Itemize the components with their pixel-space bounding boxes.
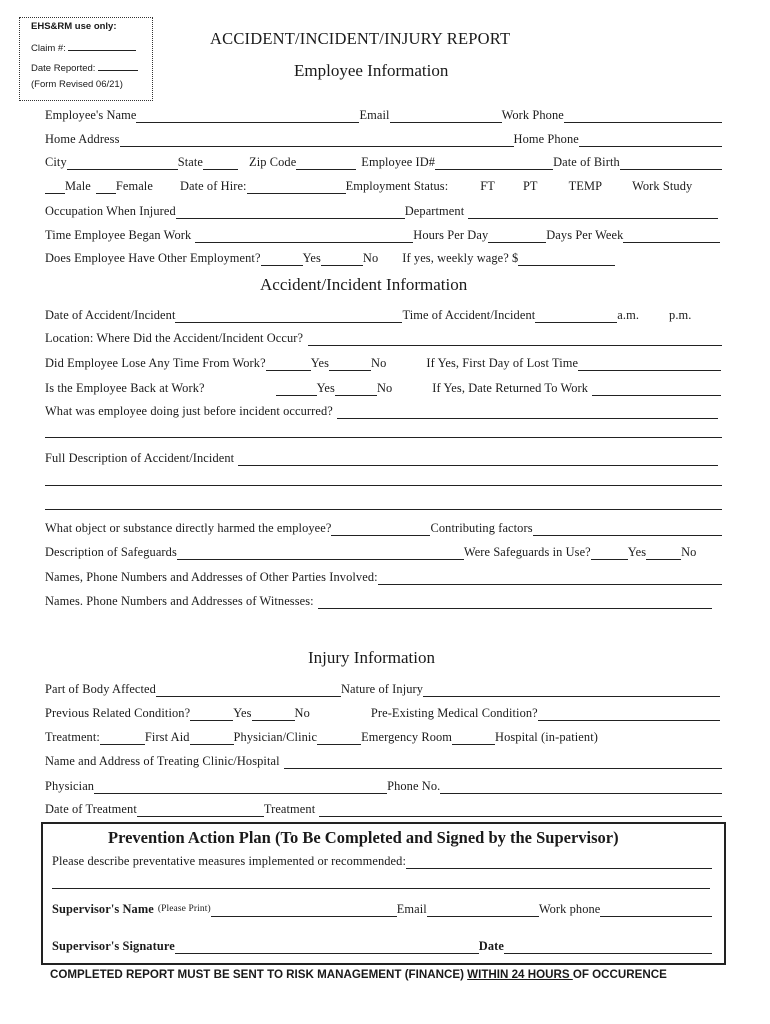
doing-before-line-2[interactable]: [45, 437, 722, 438]
location-row: Location: Where Did the Accident/Incident Occur?: [45, 326, 722, 346]
employee-name-row: Employee's Name Email Work Phone: [45, 103, 722, 123]
accident-date-input[interactable]: [175, 309, 402, 323]
city-row: City State Zip Code Employee ID# Date of Birth: [45, 150, 722, 170]
safeguards-yes-blank[interactable]: [591, 546, 628, 560]
doing-before-input[interactable]: [337, 405, 718, 419]
other-parties-input[interactable]: [378, 571, 722, 585]
first-aid-blank[interactable]: [100, 731, 145, 745]
location-input[interactable]: [308, 332, 722, 346]
object-row: What object or substance directly harmed the employee? Contributing factors: [45, 516, 722, 536]
other-parties-row: Names, Phone Numbers and Addresses of Other Parties Involved:: [45, 565, 722, 585]
occupation-input[interactable]: [176, 205, 405, 219]
safeguards-no-blank[interactable]: [646, 546, 681, 560]
date-of-treatment-row: Date of Treatment Treatment: [45, 797, 722, 817]
employee-section-heading: Employee Information: [294, 61, 449, 80]
supervisor-signature-row: Supervisor's Signature Date: [52, 934, 712, 954]
back-at-work-row: Is the Employee Back at Work? Yes No If Yes, Date Returned To Work: [45, 376, 721, 396]
physician-clinic-blank[interactable]: [190, 731, 234, 745]
supervisor-name-input[interactable]: [211, 903, 397, 917]
supervisor-name-row: Supervisor's Name (Please Print) Email Work phone: [52, 897, 712, 917]
email-input[interactable]: [390, 109, 502, 123]
am-option[interactable]: a.m.: [617, 308, 640, 322]
physician-input[interactable]: [94, 780, 387, 794]
preventative-measures-input[interactable]: [406, 855, 712, 869]
hospital-blank[interactable]: [452, 731, 495, 745]
doing-before-row: What was employee doing just before incident occurred?: [45, 399, 718, 419]
full-description-line-2[interactable]: [45, 485, 722, 486]
full-description-input[interactable]: [238, 452, 718, 466]
safeguards-row: Description of Safeguards Were Safeguards in Use? Yes No: [45, 545, 697, 559]
ehs-heading: EHS&RM use only:: [31, 21, 117, 32]
supervisor-work-phone-input[interactable]: [600, 903, 712, 917]
date-of-treatment-input[interactable]: [137, 803, 264, 817]
female-checkbox[interactable]: [96, 180, 116, 194]
time-began-input[interactable]: [195, 229, 413, 243]
claim-number-field[interactable]: Claim #:: [31, 40, 136, 54]
other-employment-yes-blank[interactable]: [261, 252, 303, 266]
preventative-measures-line-2[interactable]: [52, 888, 710, 889]
form-revised: (Form Revised 06/21): [31, 79, 123, 90]
physician-phone-input[interactable]: [440, 780, 722, 794]
clinic-address-row: Name and Address of Treating Clinic/Hospital: [45, 749, 722, 769]
supervisor-signature-input[interactable]: [175, 940, 479, 954]
submission-notice: COMPLETED REPORT MUST BE SENT TO RISK MANAGEMENT (FINANCE) WITHIN 24 HOURS OF OCCURENCE: [50, 968, 667, 981]
preventative-measures-row: Please describe preventative measures implemented or recommended:: [52, 849, 712, 869]
hours-per-day-input[interactable]: [488, 229, 546, 243]
date-reported-field[interactable]: Date Reported:: [31, 60, 138, 74]
physician-row: Physician Phone No.: [45, 774, 722, 794]
other-employment-no-blank[interactable]: [321, 252, 363, 266]
other-employment-row: Does Employee Have Other Employment? Yes No If yes, weekly wage? $: [45, 246, 722, 266]
occupation-row: Occupation When Injured Department: [45, 199, 718, 219]
back-at-work-no-blank[interactable]: [335, 382, 377, 396]
full-description-row: Full Description of Accident/Incident: [45, 446, 718, 466]
preexisting-input[interactable]: [538, 707, 720, 721]
first-day-lost-input[interactable]: [578, 357, 721, 371]
department-input[interactable]: [468, 205, 718, 219]
zip-input[interactable]: [296, 156, 356, 170]
date-of-hire-input[interactable]: [247, 180, 346, 194]
ft-option[interactable]: FT: [480, 179, 495, 193]
body-part-input[interactable]: [156, 683, 341, 697]
clinic-address-input[interactable]: [284, 755, 722, 769]
accident-time-input[interactable]: [535, 309, 617, 323]
temp-option[interactable]: TEMP: [568, 179, 603, 193]
days-per-week-input[interactable]: [623, 229, 720, 243]
treatment-type-row: Treatment: First Aid Physician/Clinic Emergency Room Hospital (in-patient): [45, 730, 598, 744]
accident-section-heading: Accident/Incident Information: [260, 275, 468, 294]
back-at-work-yes-blank[interactable]: [276, 382, 317, 396]
safeguards-input[interactable]: [177, 546, 464, 560]
weekly-wage-input[interactable]: [518, 252, 615, 266]
lose-time-yes-blank[interactable]: [266, 357, 311, 371]
city-input[interactable]: [67, 156, 178, 170]
gender-row: Male Female Date of Hire: Employment Status: FT PT TEMP Work Study: [45, 174, 722, 194]
employee-id-input[interactable]: [435, 156, 553, 170]
contributing-factors-input[interactable]: [533, 522, 722, 536]
object-input[interactable]: [331, 522, 430, 536]
er-blank[interactable]: [317, 731, 361, 745]
witnesses-row: Names. Phone Numbers and Addresses of Witnesses:: [45, 589, 712, 609]
witnesses-input[interactable]: [318, 595, 712, 609]
previous-condition-row: Previous Related Condition? Yes No Pre-Existing Medical Condition?: [45, 701, 720, 721]
male-checkbox[interactable]: [45, 180, 65, 194]
previous-yes-blank[interactable]: [190, 707, 233, 721]
work-phone-input[interactable]: [564, 109, 722, 123]
employee-name-input[interactable]: [136, 109, 359, 123]
injury-section-heading: Injury Information: [308, 648, 435, 667]
pm-option[interactable]: p.m.: [669, 308, 692, 322]
work-study-option[interactable]: Work Study: [632, 179, 693, 193]
home-address-input[interactable]: [120, 133, 514, 147]
full-description-line-3[interactable]: [45, 509, 722, 510]
work-hours-row: Time Employee Began Work Hours Per Day Days Per Week: [45, 223, 720, 243]
accident-date-row: Date of Accident/Incident Time of Accident/Incident a.m. p.m.: [45, 308, 692, 322]
lose-time-row: Did Employee Lose Any Time From Work? Yes No If Yes, First Day of Lost Time: [45, 351, 721, 371]
page-title: ACCIDENT/INCIDENT/INJURY REPORT: [210, 29, 511, 48]
lose-time-no-blank[interactable]: [329, 357, 371, 371]
home-address-row: Home Address Home Phone: [45, 127, 722, 147]
supervisor-email-input[interactable]: [427, 903, 539, 917]
body-part-row: Part of Body Affected Nature of Injury: [45, 677, 720, 697]
prevention-heading: Prevention Action Plan (To Be Completed and Signed by the Supervisor): [108, 828, 619, 847]
state-input[interactable]: [203, 156, 238, 170]
ehs-use-only-box: [19, 17, 153, 101]
supervisor-date-input[interactable]: [504, 940, 712, 954]
previous-no-blank[interactable]: [252, 707, 295, 721]
treatment-input[interactable]: [319, 803, 722, 817]
home-phone-input[interactable]: [579, 133, 722, 147]
dob-input[interactable]: [620, 156, 722, 170]
nature-of-injury-input[interactable]: [423, 683, 720, 697]
date-returned-input[interactable]: [592, 382, 721, 396]
pt-option[interactable]: PT: [522, 179, 538, 193]
